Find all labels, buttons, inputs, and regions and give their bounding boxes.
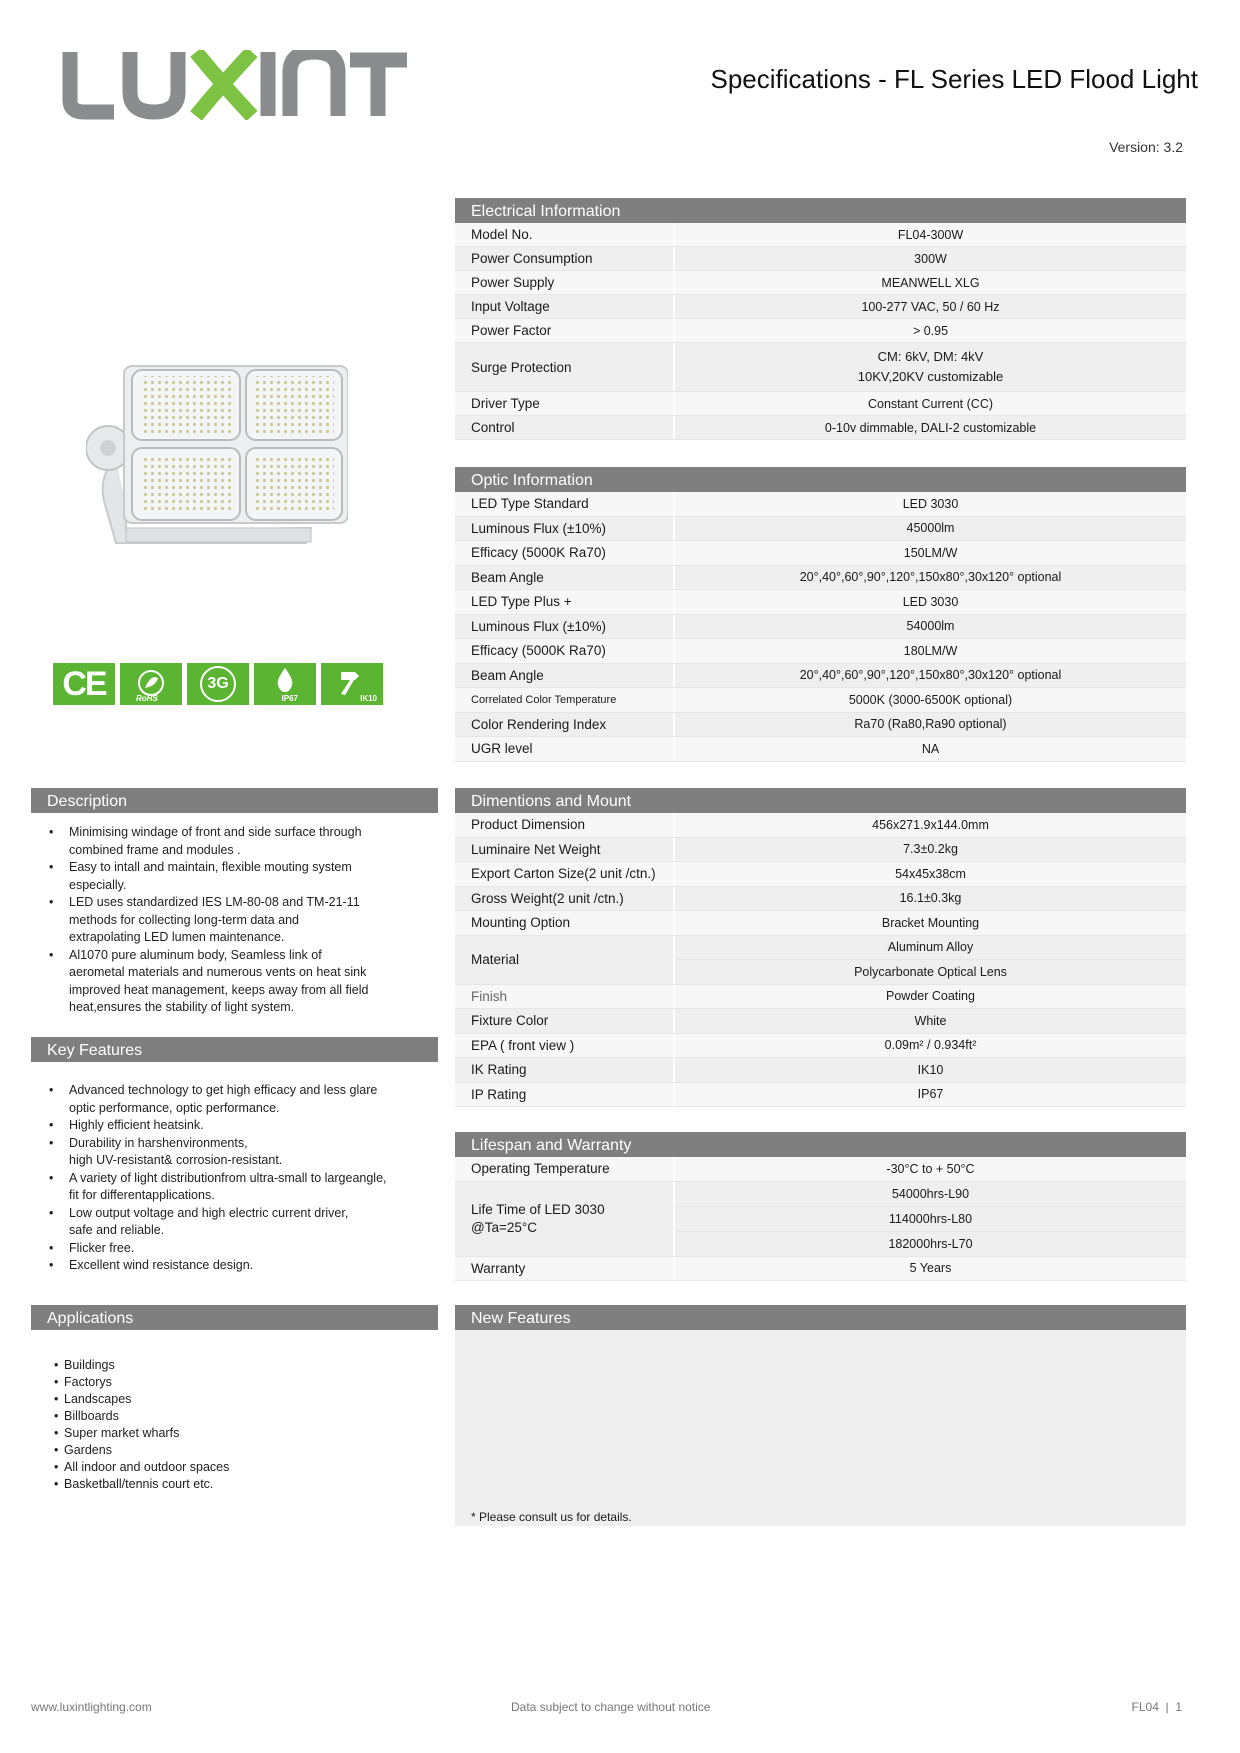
spec-value: IP67	[917, 1087, 944, 1102]
spec-value: White	[914, 1013, 947, 1028]
spec-row	[455, 985, 1186, 1010]
electrical-information-section	[455, 198, 1186, 440]
spec-key: LED Type Standard	[455, 492, 675, 516]
line: especially.	[69, 877, 127, 892]
list-item: • Landscapes	[31, 1391, 438, 1408]
line: safe and reliable.	[69, 1223, 165, 1237]
spec-row	[455, 1182, 1186, 1257]
line: aerometal materials and numerous vents on heat sink	[69, 965, 367, 979]
spec-row	[455, 713, 1186, 738]
applications-list	[31, 1357, 438, 1493]
line: LED uses standardized IES LM-80-08 and TM-21-11	[69, 895, 360, 909]
line: Highly efficient heatsink.	[69, 1118, 204, 1132]
list-item	[31, 1257, 438, 1275]
spec-value: 54x45x38cm	[895, 866, 966, 881]
new-features-body	[455, 1330, 1186, 1526]
spec-row	[455, 271, 1186, 295]
spec-key: Surge Protection	[455, 343, 675, 391]
list-item: • All indoor and outdoor spaces	[31, 1459, 438, 1476]
list-item	[31, 894, 438, 947]
spec-key: EPA ( front view )	[455, 1034, 675, 1058]
new-features-heading: New Features	[455, 1305, 1186, 1330]
spec-row	[455, 639, 1186, 664]
applications-heading: Applications	[31, 1305, 438, 1330]
spec-value: 5000K (3000-6500K optional)	[848, 692, 1013, 707]
spec-row	[455, 295, 1186, 319]
line: Advanced technology to get high efficacy and less glare	[69, 1083, 378, 1097]
applications-section	[31, 1305, 438, 1493]
list-item: • Billboards	[31, 1408, 438, 1425]
spec-row	[455, 862, 1186, 887]
spec-key: IK Rating	[455, 1058, 675, 1082]
spec-value	[675, 936, 1186, 984]
spec-row	[455, 517, 1186, 542]
list-item	[31, 1135, 438, 1170]
spec-value: 16.1±0.3kg	[899, 891, 962, 906]
list-item	[31, 859, 438, 894]
line: Al1070 pure aluminum body, Seamless link of	[69, 947, 322, 962]
spec-value: Constant Current (CC)	[867, 396, 994, 411]
spec-key: Efficacy (5000K Ra70)	[455, 541, 675, 565]
spec-row	[455, 737, 1186, 762]
spec-key: Power Consumption	[455, 247, 675, 270]
list-item: • Factorys	[31, 1374, 438, 1391]
spec-key: LED Type Plus +	[455, 590, 675, 614]
spec-row	[455, 541, 1186, 566]
lifetime-value-1: 54000hrs-L90	[675, 1182, 1186, 1207]
optic-information-heading: Optic Information	[455, 467, 1186, 492]
surge-value-line-1: CM: 6kV, DM: 4kV	[877, 349, 984, 364]
spec-row	[455, 492, 1186, 517]
flood-light-product-image	[86, 358, 348, 563]
list-item: • Super market wharfs	[31, 1425, 438, 1442]
line: Excellent wind resistance design.	[69, 1258, 254, 1272]
spec-value: 456x271.9x144.0mm	[872, 817, 989, 832]
description-list	[31, 824, 438, 1017]
spec-value: 180LM/W	[903, 643, 958, 658]
3g-label: 3G	[207, 675, 229, 692]
spec-key: Material	[455, 936, 675, 984]
spec-row	[455, 615, 1186, 640]
spec-value: 100-277 VAC, 50 / 60 Hz	[861, 299, 1000, 314]
lifetime-value-3: 182000hrs-L70	[888, 1236, 973, 1251]
key-features-list	[31, 1082, 438, 1275]
new-features-section	[455, 1305, 1186, 1526]
line: improved heat management, keeps away from all field	[69, 982, 369, 997]
spec-key: IP Rating	[455, 1083, 675, 1107]
ip67-label: IP67	[281, 694, 298, 703]
lifetime-key-line-2: @Ta=25°C	[471, 1219, 538, 1235]
rohs-icon	[120, 663, 182, 705]
material-value-2: Polycarbonate Optical Lens	[854, 964, 1007, 979]
spec-key: Power Factor	[455, 319, 675, 342]
description-section	[31, 788, 438, 1017]
spec-key: Mounting Option	[455, 911, 675, 935]
optic-information-section	[455, 467, 1186, 762]
spec-value: LED 3030	[902, 594, 959, 609]
new-features-note: * Please consult us for details.	[471, 1510, 632, 1524]
spec-value: LED 3030	[902, 496, 959, 511]
document-title: Specifications - FL Series LED Flood Light	[710, 64, 1198, 94]
line: Low output voltage and high electric current driver,	[69, 1205, 349, 1220]
spec-row	[455, 1257, 1186, 1282]
spec-value: 150LM/W	[903, 545, 958, 560]
spec-key: Control	[455, 416, 675, 439]
spec-row	[455, 813, 1186, 838]
ce-label: CE	[62, 664, 106, 703]
certification-badges	[53, 663, 383, 705]
spec-value: 0-10v dimmable, DALI-2 customizable	[824, 420, 1037, 435]
spec-value: 300W	[914, 251, 947, 266]
line: high UV-resistant& corrosion-resistant.	[69, 1153, 283, 1167]
line: methods for collecting long-term data and	[69, 912, 299, 927]
lifetime-key-line-1: Life Time of LED 3030	[471, 1201, 605, 1217]
3g-vibration-icon	[187, 663, 249, 705]
list-item	[31, 1205, 438, 1240]
spec-row	[455, 1058, 1186, 1083]
spec-key: Fixture Color	[455, 1009, 675, 1033]
spec-value: -30°C to + 50°C	[886, 1161, 975, 1176]
spec-key: Efficacy (5000K Ra70)	[455, 639, 675, 663]
surge-value-line-2: 10KV,20KV customizable	[857, 369, 1004, 384]
spec-value: NA	[921, 741, 940, 756]
spec-row	[455, 590, 1186, 615]
spec-value	[675, 1182, 1186, 1256]
spec-row	[455, 223, 1186, 247]
spec-key: Beam Angle	[455, 664, 675, 688]
list-item	[31, 1170, 438, 1205]
spec-row	[455, 887, 1186, 912]
spec-value: 0.09m² / 0.934ft²	[884, 1038, 977, 1053]
spec-row	[455, 319, 1186, 343]
spec-row	[455, 1083, 1186, 1108]
material-value-1: Aluminum Alloy	[675, 936, 1186, 961]
spec-key: Color Rendering Index	[455, 713, 675, 737]
spec-row	[455, 911, 1186, 936]
spec-key: Luminous Flux (±10%)	[455, 615, 675, 639]
spec-value	[675, 343, 1186, 391]
spec-value: Powder Coating	[886, 989, 975, 1004]
spec-row	[455, 1034, 1186, 1059]
line: Durability in harshenvironments,	[69, 1135, 248, 1150]
line: optic performance, optic performance.	[69, 1100, 280, 1115]
list-item	[31, 1117, 438, 1135]
list-item	[31, 1082, 438, 1117]
spec-key: Correlated Color Temperature	[455, 688, 675, 712]
spec-key: Finish	[455, 985, 675, 1009]
list-item: • Buildings	[31, 1357, 438, 1374]
list-item	[31, 947, 438, 1017]
spec-key: Gross Weight(2 unit /ctn.)	[455, 887, 675, 911]
list-item	[31, 824, 438, 859]
spec-row	[455, 664, 1186, 689]
spec-key: Beam Angle	[455, 566, 675, 590]
spec-value: 5 Years	[909, 1261, 952, 1276]
list-item	[31, 1240, 438, 1258]
electrical-information-heading: Electrical Information	[455, 198, 1186, 223]
lifespan-warranty-heading: Lifespan and Warranty	[455, 1132, 1186, 1157]
spec-key: UGR level	[455, 737, 675, 761]
footer-website: www.luxintlighting.com	[31, 1700, 152, 1714]
spec-key: Product Dimension	[455, 813, 675, 837]
line: A variety of light distributionfrom ultra-small to largeangle,	[69, 1170, 387, 1185]
rohs-label: RoHS	[136, 694, 158, 703]
lifetime-value-2: 114000hrs-L80	[675, 1207, 1186, 1232]
line: Flicker free.	[69, 1240, 135, 1255]
spec-value: Ra70 (Ra80,Ra90 optional)	[854, 717, 1007, 732]
line: Minimising windage of front and side surface through	[69, 825, 362, 839]
spec-value: MEANWELL XLG	[881, 275, 980, 290]
spec-value: 20°,40°,60°,90°,120°,150x80°,30x120° optional	[799, 570, 1062, 585]
spec-value: 7.3±0.2kg	[903, 842, 958, 857]
line: fit for differentapplications.	[69, 1188, 215, 1202]
description-heading: Description	[31, 788, 438, 813]
footer-notice: Data subject to change without notice	[511, 1700, 711, 1714]
spec-row	[455, 416, 1186, 440]
dimensions-mount-section	[455, 788, 1186, 1107]
spec-value: IK10	[917, 1062, 944, 1077]
spec-key: Luminaire Net Weight	[455, 838, 675, 862]
spec-key: Operating Temperature	[455, 1157, 675, 1181]
spec-value: 20°,40°,60°,90°,120°,150x80°,30x120° optional	[799, 668, 1062, 683]
spec-value: 45000lm	[906, 521, 955, 536]
spec-row	[455, 392, 1186, 416]
spec-row	[455, 247, 1186, 271]
spec-row	[455, 1009, 1186, 1034]
spec-key: Driver Type	[455, 392, 675, 415]
spec-value: 54000lm	[906, 619, 955, 634]
ik10-hammer-icon	[321, 663, 383, 705]
spec-key: Input Voltage	[455, 295, 675, 318]
spec-key: Power Supply	[455, 271, 675, 294]
spec-key: Model No.	[455, 223, 675, 246]
spec-row	[455, 688, 1186, 713]
ce-mark-icon	[53, 663, 115, 705]
dimensions-mount-heading: Dimentions and Mount	[455, 788, 1186, 813]
spec-key: Luminous Flux (±10%)	[455, 517, 675, 541]
line: heat,ensures the stability of light system.	[69, 1000, 295, 1014]
lifespan-warranty-section	[455, 1132, 1186, 1281]
line: Easy to intall and maintain, flexible mouting system	[69, 860, 352, 874]
key-features-section	[31, 1037, 438, 1275]
spec-value: FL04-300W	[897, 227, 964, 242]
list-item: • Basketball/tennis court etc.	[31, 1476, 438, 1493]
line: extrapolating LED lumen maintenance.	[69, 930, 285, 944]
spec-row	[455, 1157, 1186, 1182]
footer-page-number: FL04 | 1	[1131, 1700, 1182, 1714]
spec-value: Bracket Mounting	[881, 915, 980, 930]
ip67-drop-icon	[254, 663, 316, 705]
spec-key: Export Carton Size(2 unit /ctn.)	[455, 862, 675, 886]
spec-key	[455, 1182, 675, 1256]
ik10-label: IK10	[360, 694, 377, 703]
spec-row	[455, 566, 1186, 591]
version-label: Version: 3.2	[1109, 139, 1183, 155]
spec-value: > 0.95	[912, 323, 949, 338]
spec-key: Warranty	[455, 1257, 675, 1281]
luxint-logo	[62, 50, 407, 120]
spec-row	[455, 936, 1186, 985]
spec-row	[455, 838, 1186, 863]
spec-row	[455, 343, 1186, 392]
key-features-heading: Key Features	[31, 1037, 438, 1062]
list-item: • Gardens	[31, 1442, 438, 1459]
line: combined frame and modules .	[69, 842, 241, 857]
